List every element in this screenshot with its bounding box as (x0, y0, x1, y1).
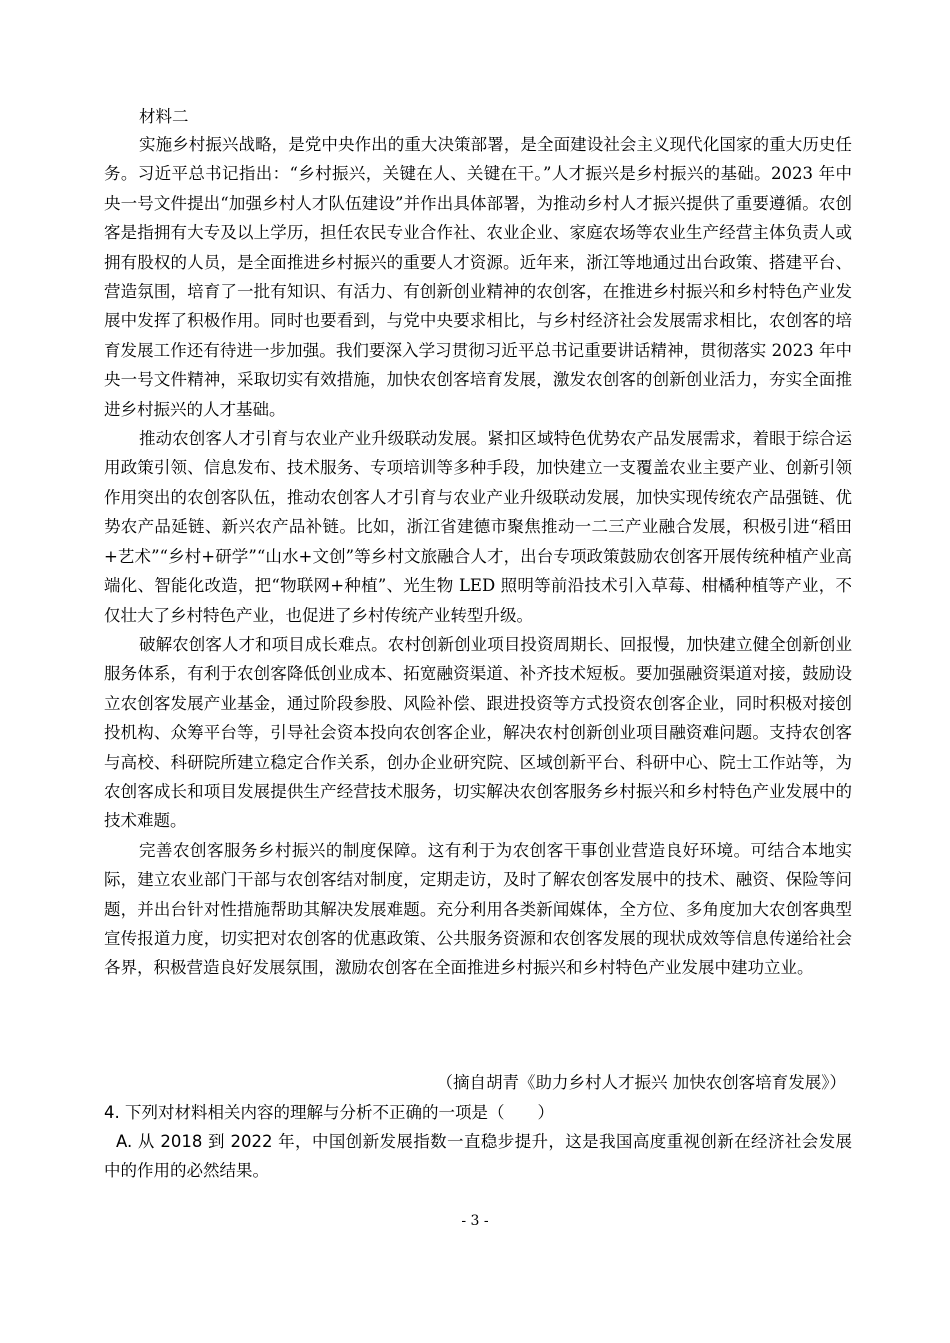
paragraph: 推动农创客人才引育与农业产业升级联动发展。紧扣区域特色优势农产品发展需求，着眼于综合运用政策引领、信息发布、技术服务、专项培训等多种手段，加快建立一支覆盖农业主要产业、创新引领作用突出的农创客队伍，推动农创客人才引育与农业产业升级联动发展，加快实现传统农产品强链、优势农产品延链、新兴农产品补链。比如，浙江省建德市聚焦推动一二三产业融合发展，积极引进“稻田+艺术”“乡村+研学”“山水+文创”等乡村文旅融合人才，出台专项政策鼓励农创客开展传统种植产业高端化、智能化改造，把“物联网+种植”、光生物 LED 照明等前沿技术引入草莓、柑橘种植等产业，不仅壮大了乡村特色产业，也促进了乡村传统产业转型升级。 (104, 429, 852, 625)
question-stem: 4. 下列对材料相关内容的理解与分析不正确的一项是（ ） (104, 1103, 554, 1122)
source-citation: （摘自胡青《助力乡村人才振兴 加快农创客培育发展》） (436, 1073, 846, 1092)
paragraph: 破解农创客人才和项目成长难点。农村创新创业项目投资周期长、回报慢，加快建立健全创新创业服务体系，有利于农创客降低创业成本、拓宽融资渠道、补齐技术短板。要加强融资渠道对接，鼓励设立农创客发展产业基金，通过阶段参股、风险补偿、跟进投资等方式投资农创客企业，同时积极对接创投机构、众筹平台等，引导社会资本投向农创客企业，解决农村创新创业项目融资难问题。支持农创客与高校、科研院所建立稳定合作关系，创办企业研究院、区域创新平台、科研中心、院士工作站等，为农创客成长和项目发展提供生产经营技术服务，切实解决农创客服务乡村振兴和乡村特色产业发展中的技术难题。 (104, 634, 852, 831)
page-number: - 3 - (461, 1213, 489, 1229)
material-body (104, 130, 852, 983)
paragraph: 完善农创客服务乡村振兴的制度保障。这有利于为农创客干事创业营造良好环境。可结合本地实际，建立农业部门干部与农创客结对制度，定期走访，及时了解农创客发展中的技术、融资、保险等问题，并出台针对性措施帮助其解决发展难题。充分利用各类新闻媒体，全方位、多角度加大农创客典型宣传报道力度，切实把对农创客的优惠政策、公共服务资源和农创客发展的现状成效等信息传递给社会各界，积极营造良好发展氛围，激励农创客在全面推进乡村振兴和乡村特色产业发展中建功立业。 (104, 840, 852, 978)
material-heading: 材料二 (139, 107, 189, 126)
option-a: A. 从 2018 到 2022 年，中国创新发展指数一直稳步提升，这是我国高度重视创新在经济社会发展中的作用的必然结果。 (104, 1132, 852, 1180)
question-block (104, 1098, 852, 1185)
paragraph: 实施乡村振兴战略，是党中央作出的重大决策部署，是全面建设社会主义现代化国家的重大历史任务。习近平总书记指出：“乡村振兴，关键在人、关键在干。”人才振兴是乡村振兴的基础。2023 年中央一号文件提出“加强乡村人才队伍建设”并作出具体部署，为推动乡村人才振兴提供了重要遵循。农创客是指拥有大专及以上学历，担任农民专业合作社、农业企业、家庭农场等农业生产经营主体负责人或拥有股权的人员，是全面推进乡村振兴的重要人才资源。近年来，浙江等地通过出台政策、搭建平台、营造氛围，培育了一批有知识、有活力、有创新创业精神的农创客，在推进乡村振兴和乡村特色产业发展中发挥了积极作用。同时也要看到，与党中央要求相比，与乡村经济社会发展需求相比，农创客的培育发展工作还有待进一步加强。我们要深入学习贯彻习近平总书记重要讲话精神，贯彻落实 2023 年中央一号文件精神，采取切实有效措施，加快农创客培育发展，激发农创客的创新创业活力，夯实全面推进乡村振兴的人才基础。 (104, 135, 852, 419)
